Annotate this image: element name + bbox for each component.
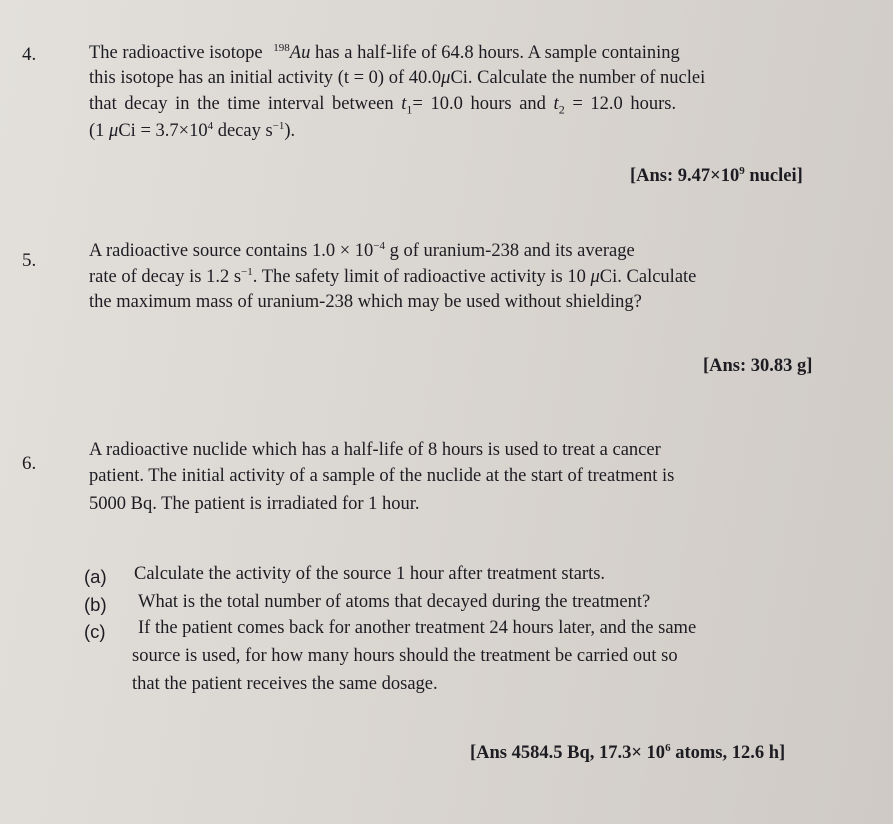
part-text: If the patient comes back for another treatment 24 hours later, and the same — [138, 618, 697, 638]
mu-symbol: μ — [441, 68, 451, 88]
q6-answer — [470, 742, 785, 764]
q4-answer — [630, 165, 803, 187]
answer-exponent: 9 — [739, 165, 745, 177]
question-number: 6. — [22, 453, 37, 474]
q5-text: Ci. Calculate — [599, 267, 697, 288]
isotope-symbol: Au — [289, 43, 311, 64]
mu-symbol: μ — [109, 121, 119, 142]
answer-text: [Ans 4584.5 Bq, 17.3× 10 — [470, 743, 666, 764]
q5-line-1 — [89, 240, 635, 262]
question-number: 5. — [22, 250, 37, 271]
part-text: source is used, for how many hours should the treatment be carried out so — [132, 646, 678, 666]
q4-line-2 — [89, 68, 705, 89]
exponent: 4 — [207, 120, 214, 132]
q4-text: this isotope has an initial activity — [89, 68, 334, 88]
t-zero: (t = 0) — [337, 68, 385, 88]
answer-text: atoms, 12.6 h] — [670, 743, 786, 764]
q4-text: has a half-life of 64.8 hours. A sample containing — [314, 43, 680, 64]
t1-subscript: 1 — [406, 102, 413, 117]
q4-text: Ci = 3.7×10 — [118, 121, 208, 142]
answer-exponent: 6 — [665, 742, 671, 754]
q4-line-4 — [89, 120, 295, 142]
q5-text: g of uranium-238 and its average — [384, 241, 635, 262]
q5-text: rate of decay is 1.2 s — [89, 267, 242, 288]
q5-text: A radioactive source contains 1.0 × 10 — [89, 241, 374, 262]
q4-line-1 — [89, 42, 680, 64]
q5-line-2 — [89, 266, 696, 288]
part-label: (a) — [84, 566, 107, 587]
part-text: that the patient receives the same dosage. — [132, 674, 438, 694]
q6-line-1: A radioactive nuclide which has a half-life of 8 hours is used to treat a cancer — [89, 440, 661, 460]
q4-text: that decay in the time interval between — [89, 94, 394, 114]
q4-text: = 12.0 hours. — [572, 94, 677, 114]
part-label: (b) — [84, 594, 107, 615]
q5-answer: [Ans: 30.83 g] — [703, 356, 813, 376]
mu-symbol: μ — [590, 267, 600, 288]
exponent: −4 — [373, 240, 385, 252]
t2-var: t — [553, 94, 559, 114]
q6-line-2: patient. The initial activity of a sample of the nuclide at the start of treatment is — [89, 466, 675, 486]
t1-var: t — [401, 94, 407, 114]
q4-text: of 40.0 — [388, 68, 442, 88]
q4-text: The radioactive isotope — [89, 43, 263, 64]
part-text: What is the total number of atoms that decayed during the treatment? — [138, 592, 651, 612]
answer-text: nuclei] — [744, 166, 803, 187]
q4-text: (1 — [89, 121, 105, 142]
q4-text: ). — [284, 121, 296, 142]
isotope-mass-number: 198 — [273, 42, 290, 54]
q4-text: Ci. Calculate the number of nuclei — [450, 68, 706, 88]
q4-line-3 — [89, 94, 676, 118]
q6-line-3: 5000 Bq. The patient is irradiated for 1 hour. — [89, 494, 420, 514]
q5-text: . The safety limit of radioactive activity is 10 — [252, 267, 591, 288]
answer-text: [Ans: 9.47×10 — [630, 166, 740, 187]
exponent: −1 — [272, 120, 285, 132]
q4-text: decay s — [217, 121, 273, 142]
part-text: Calculate the activity of the source 1 hour after treatment starts. — [134, 564, 606, 584]
exponent: −1 — [241, 266, 253, 278]
question-number: 4. — [22, 44, 37, 65]
q4-text: = 10.0 hours and — [412, 94, 546, 114]
q5-line-3: the maximum mass of uranium-238 which may be used without shielding? — [89, 292, 642, 312]
part-label: (c) — [84, 621, 106, 642]
t2-subscript: 2 — [558, 102, 565, 117]
